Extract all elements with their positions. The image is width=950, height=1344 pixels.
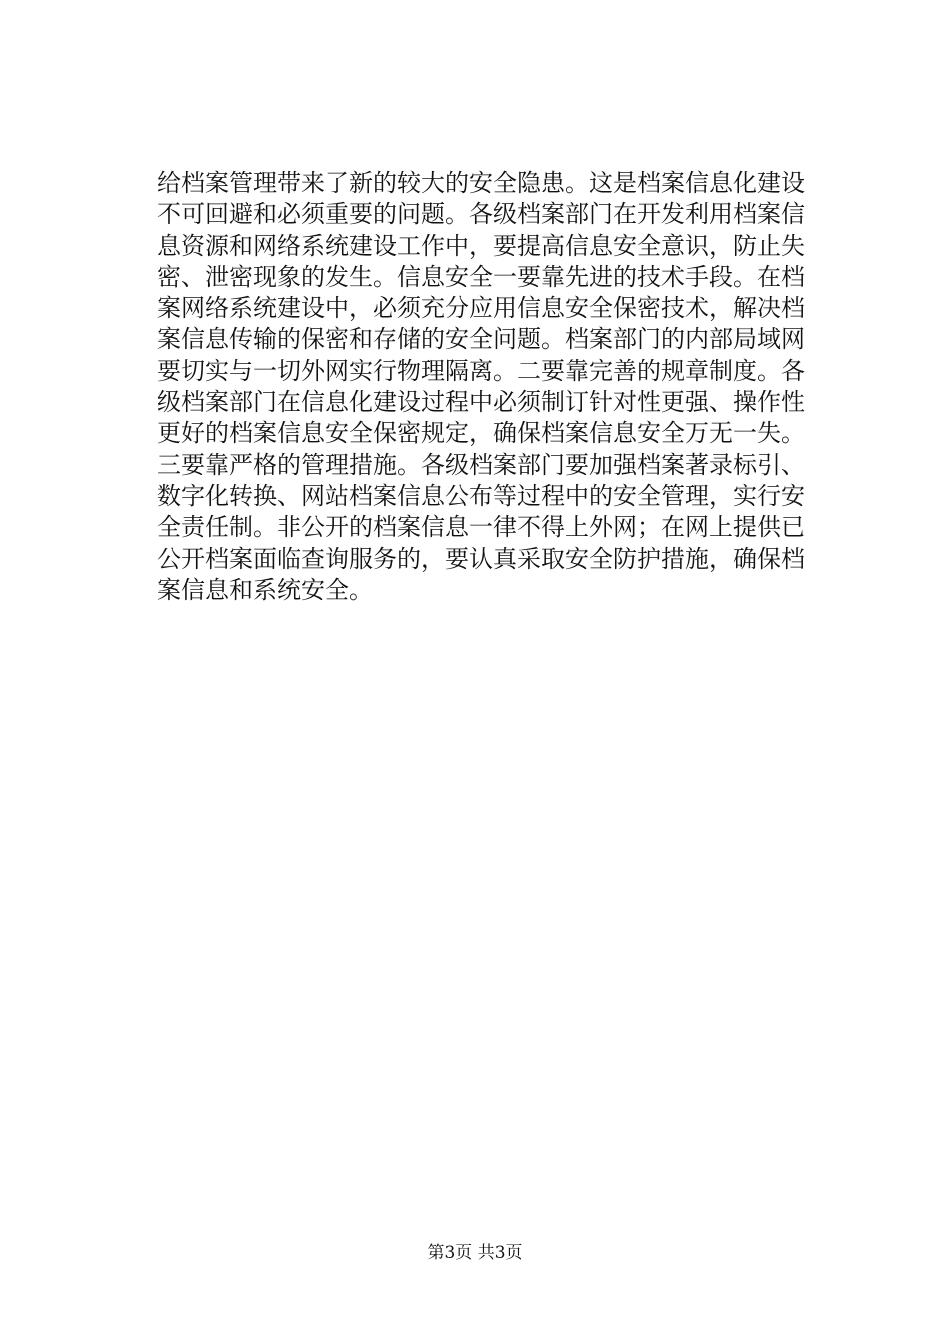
paragraph-line: 全责任制。非公开的档案信息一律不得上外网；在网上提供已 <box>157 513 805 542</box>
paragraph-line: 更好的档案信息安全保密规定，确保档案信息安全万无一失。 <box>157 419 805 448</box>
paragraph-line: 案信息传输的保密和存储的安全问题。档案部门的内部局域网 <box>157 325 805 354</box>
body-paragraph <box>157 168 805 606</box>
paragraph-line: 案信息和系统安全。 <box>157 575 373 604</box>
paragraph-line: 要切实与一切外网实行物理隔离。二要靠完善的规章制度。各 <box>157 356 805 385</box>
page-number-footer: 第3页 共3页 <box>427 1243 523 1263</box>
paragraph-line: 级档案部门在信息化建设过程中必须制订针对性更强、操作性 <box>157 388 805 417</box>
paragraph-line: 给档案管理带来了新的较大的安全隐患。这是档案信息化建设 <box>157 169 805 197</box>
paragraph-line: 密、泄密现象的发生。信息安全一要靠先进的技术手段。在档 <box>157 262 805 291</box>
paragraph-line: 数字化转换、网站档案信息公布等过程中的安全管理，实行安 <box>157 481 805 510</box>
paragraph-line: 公开档案面临查询服务的，要认真采取安全防护措施，确保档 <box>157 544 805 573</box>
paragraph-line: 三要靠严格的管理措施。各级档案部门要加强档案著录标引、 <box>157 450 805 479</box>
paragraph-line: 不可回避和必须重要的问题。各级档案部门在开发利用档案信 <box>157 200 805 229</box>
paragraph-line: 案网络系统建设中，必须充分应用信息安全保密技术，解决档 <box>157 294 805 323</box>
paragraph-line: 息资源和网络系统建设工作中，要提高信息安全意识，防止失 <box>157 231 805 260</box>
